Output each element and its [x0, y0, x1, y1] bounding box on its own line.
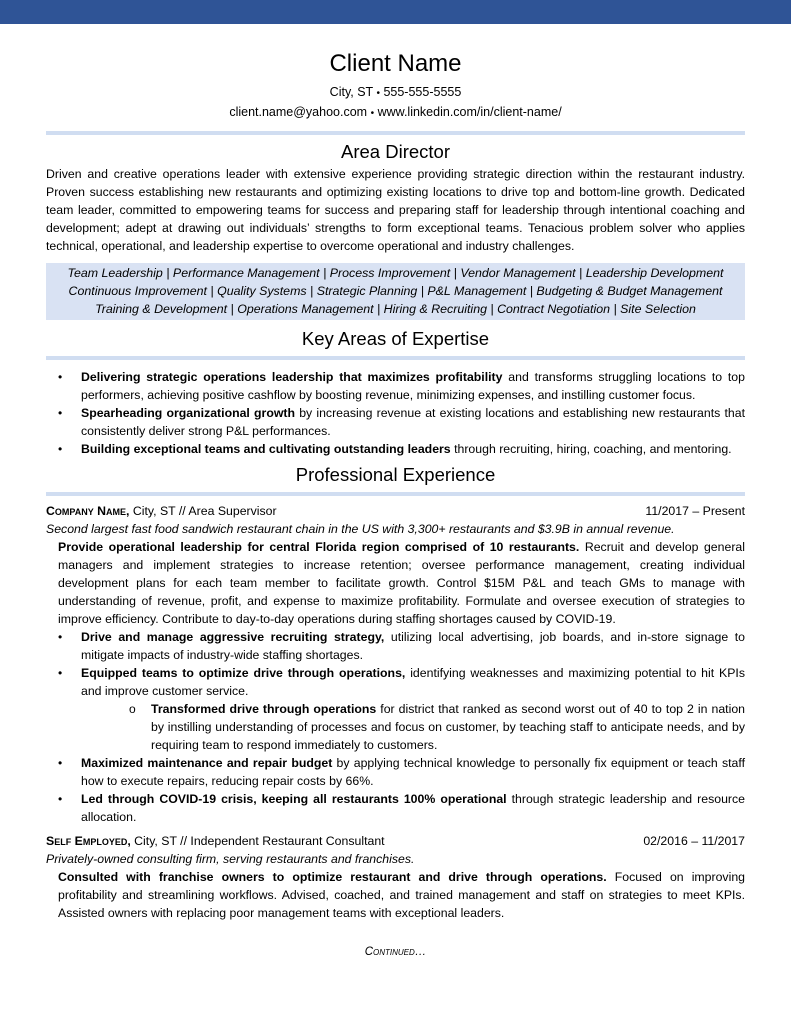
circle-bullet-icon: o — [129, 702, 136, 716]
list-item — [46, 664, 745, 700]
job-summary-text: Focused on improving profitability and streamlining workflows. Advised, coached, and trained management and staff on strategies to meet KPIs. Assisted owners with replacing poor management teams with exceptional leaders. — [58, 870, 745, 920]
job-title-line — [46, 832, 385, 850]
item-bold: Delivering strategic operations leadership that maximizes profitability — [81, 370, 503, 384]
bullet-icon: • — [58, 666, 63, 680]
item-text: and transforms struggling locations to top performers, achieving positive cashflow by boosting revenue, minimizing expenses, and instilling customer focus. — [81, 370, 745, 402]
expertise-title: Key Areas of Expertise — [301, 328, 490, 349]
company-name: Company Name, — [46, 504, 130, 518]
skills-line: Continuous Improvement | Quality Systems | Strategic Planning | P&L Management | Budgeting & Budget Management — [68, 284, 723, 298]
job-summary — [46, 538, 745, 628]
list-item — [46, 628, 745, 664]
item-text: through strategic leadership and resource allocation. — [81, 792, 745, 824]
candidate-name: Client Name — [329, 50, 462, 77]
contact-line-1 — [46, 83, 745, 103]
job-entry — [46, 832, 745, 922]
item-text: identifying weaknesses and maximizing potential to hit KPIs and improve customer service. — [81, 666, 745, 698]
bullet-icon: • — [58, 630, 63, 644]
job-summary — [46, 868, 745, 922]
list-item — [46, 404, 745, 440]
contact-line-2 — [46, 103, 745, 123]
job-entry — [46, 502, 745, 826]
job-summary-bold: Provide operational leadership for central Florida region comprised of 10 restaurants. — [58, 540, 580, 554]
list-item — [46, 790, 745, 826]
top-color-bar — [0, 0, 791, 24]
item-bold: Drive and manage aggressive recruiting strategy, — [81, 630, 385, 644]
job-header — [46, 832, 745, 850]
item-text: through recruiting, hiring, coaching, and mentoring. — [450, 442, 732, 456]
item-bold: Transformed drive through operations — [151, 702, 377, 716]
summary-paragraph: Driven and creative operations leader with extensive experience providing strategic direction within the restaurant industry. Proven success establishing new restaurants and optimizing existing locations to drive top and bottom-line growth. Dedicated team leader, committed to empowering teams for success and preparing staff for leadership through intentional coaching and development; adept at drawing out individuals’ strengths to form exceptional teams. Tenacious problem solver who applies technical, operational, and leadership expertise to overcome operational and industry challenges. — [46, 167, 745, 253]
list-item — [46, 368, 745, 404]
email-link[interactable]: client.name@yahoo.com — [229, 105, 368, 119]
section-divider — [46, 492, 745, 496]
item-text: by applying technical knowledge to personally fix equipment or teach staff how to execute repairs, reducing repair costs by 66%. — [81, 756, 745, 788]
skills-line: Team Leadership | Performance Management | Process Improvement | Vendor Management | Leadership Development — [67, 266, 724, 280]
company-name: Self Employed, — [46, 834, 131, 848]
bullet-icon: • — [58, 756, 63, 770]
list-item — [46, 440, 745, 458]
skills-band — [46, 263, 745, 320]
summary-title: Area Director — [341, 141, 450, 162]
resume-page — [46, 24, 745, 922]
job-summary-text: Recruit and develop general managers and implement strategies to increase retention; oversee performance management, creating individual development plans for each team member to facilitate growth. Control $15M P&L and teach GMs to manage with understanding of revenue, profit, and expense to maximize profitability. Formulate and oversee execution of strategies to improve efficiency. Contribute to day-to-day operations during staffing shortages caused by COVID-19. — [58, 540, 745, 626]
location: City, ST — [329, 85, 373, 99]
separator-dot: • — [376, 88, 380, 99]
bullet-icon: • — [58, 406, 63, 420]
bullet-icon: • — [58, 792, 63, 806]
section-divider — [46, 356, 745, 360]
item-bold: Building exceptional teams and cultivating outstanding leaders — [81, 442, 451, 456]
linkedin-link[interactable]: www.linkedin.com/in/client-name/ — [377, 105, 562, 119]
item-text: for district that ranked as second worst out of 40 to top 2 in nation by instilling understanding of processes and focus on customer, by teaching staff to anticipate needs, and by requiring team to respond immediately to customers. — [151, 702, 746, 752]
skills-line: Training & Development | Operations Management | Hiring & Recruiting | Contract Negotiation | Site Selection — [95, 302, 696, 316]
item-bold: Led through COVID-19 crisis, keeping all restaurants 100% operational — [81, 792, 507, 806]
bullet-icon: • — [58, 370, 63, 384]
phone: 555-555-5555 — [383, 85, 462, 99]
achievement-list — [46, 628, 745, 700]
item-text: utilizing local advertising, job boards, and in-store signage to mitigate impacts of industry-wide staffing shortages. — [81, 630, 745, 662]
item-text: by increasing revenue at existing locations and establishing new restaurants that consistently deliver strong P&L performances. — [81, 406, 745, 438]
experience-title: Professional Experience — [295, 464, 496, 485]
separator-dot: • — [370, 108, 375, 119]
item-bold: Maximized maintenance and repair budget — [81, 756, 333, 770]
job-header — [46, 502, 745, 520]
achievement-list — [46, 754, 745, 826]
continued-footer: Continued… — [364, 946, 427, 958]
item-bold: Equipped teams to optimize drive through operations, — [81, 666, 406, 680]
section-divider — [46, 131, 745, 135]
list-item — [46, 754, 745, 790]
bullet-icon: • — [58, 442, 63, 456]
item-bold: Spearheading organizational growth — [81, 406, 296, 420]
job-title-line — [46, 502, 277, 520]
job-location-role: City, ST // Area Supervisor — [129, 504, 277, 518]
expertise-list — [46, 368, 745, 458]
job-location-role: City, ST // Independent Restaurant Consultant — [130, 834, 385, 848]
company-description: Privately-owned consulting firm, serving restaurants and franchises. — [46, 852, 415, 866]
job-summary-bold: Consulted with franchise owners to optimize restaurant and drive through operations. — [58, 870, 607, 884]
job-dates: 02/2016 – 11/2017 — [643, 834, 745, 848]
job-dates: 11/2017 – Present — [645, 504, 745, 518]
sub-list-item — [46, 700, 745, 754]
company-description: Second largest fast food sandwich restaurant chain in the US with 3,300+ restaurants and $3.9B in annual revenue. — [46, 522, 675, 536]
